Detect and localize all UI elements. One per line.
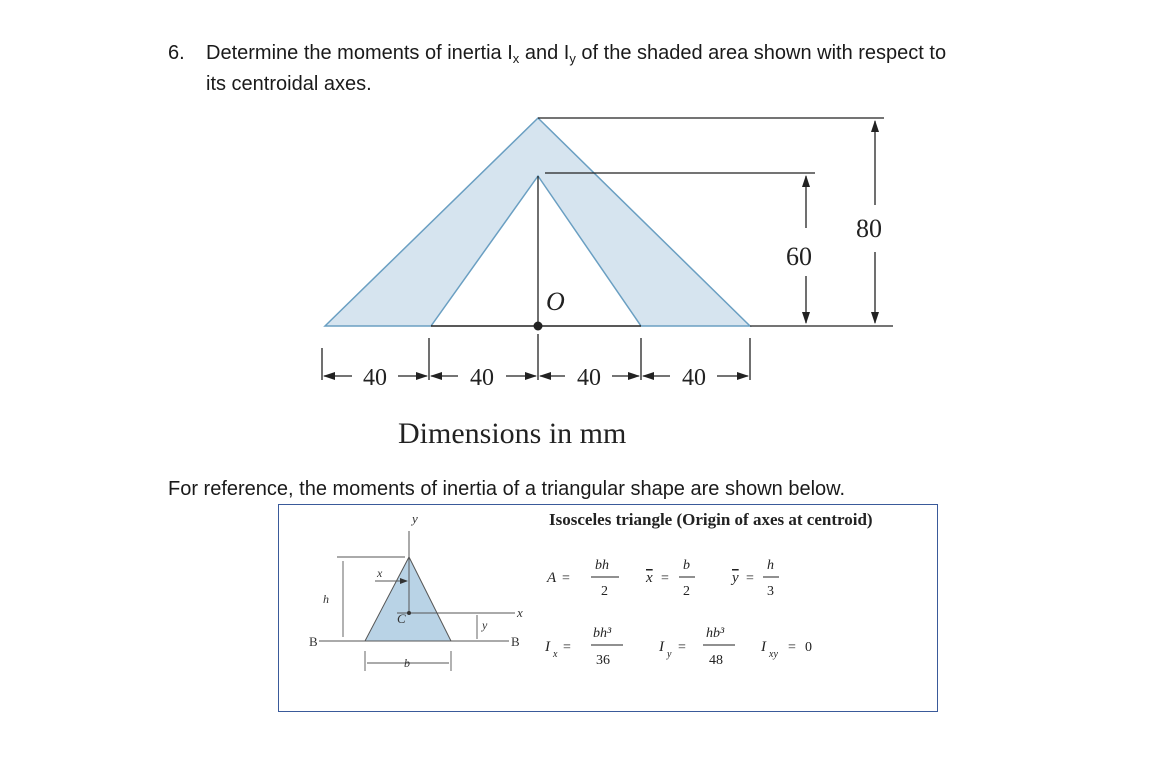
dim-seg2-label: 40 [470, 365, 494, 391]
b-label: b [404, 656, 410, 670]
base-right-label: B [511, 634, 520, 649]
formula-ybar-den: 3 [767, 584, 774, 599]
subscript-y: y [569, 51, 576, 66]
formula-Ix-num: bh³ [593, 626, 612, 641]
formula-Iy-sub: y [667, 649, 672, 660]
table-title: Isosceles triangle (Origin of axes at centroid) [549, 510, 873, 529]
formula-A-eq: = [562, 571, 570, 586]
formula-Iy-eq: = [678, 640, 686, 655]
line1-part-a: Determine the moments of inertia I [206, 42, 513, 64]
problem-line-2: its centroidal axes. [206, 73, 372, 95]
y-axis-label: y [412, 511, 418, 526]
formula-ybar-lhs: y [732, 570, 739, 586]
line1-part-b: and I [519, 42, 570, 64]
formula-A-lhs: A [547, 570, 557, 586]
origin-label: O [546, 287, 565, 316]
formula-A-num: bh [595, 558, 609, 573]
formula-xbar-den: 2 [683, 584, 690, 599]
ybar-label: y [482, 618, 488, 632]
formula-Ixy-eq: = [788, 640, 796, 655]
xbar-label: x [377, 566, 383, 580]
formula-Ixy-lhs: I [761, 639, 766, 655]
centroid-point [407, 611, 411, 615]
formula-Iy-num: hb³ [706, 626, 725, 641]
origin-point [534, 322, 543, 331]
dim-seg3-label: 40 [577, 365, 601, 391]
dim-seg1-label: 40 [363, 365, 387, 391]
dim-80-label: 80 [856, 214, 882, 243]
figure-caption: Dimensions in mm [398, 417, 627, 450]
formula-xbar-eq: = [661, 571, 669, 586]
formula-xbar-num: b [683, 558, 690, 573]
formula-ybar-eq: = [746, 571, 754, 586]
formula-Ix-lhs: I [545, 639, 550, 655]
formula-Ix-eq: = [563, 640, 571, 655]
reference-table [278, 504, 938, 712]
problem-number: 6. [168, 42, 185, 64]
line1-part-c: of the shaded area shown with respect to [575, 42, 947, 64]
x-axis-label: x [517, 605, 523, 620]
dim-seg4-label: 40 [682, 365, 706, 391]
formula-A-den: 2 [601, 584, 608, 599]
formula-Iy-lhs: I [659, 639, 664, 655]
formula-Ix-sub: x [553, 649, 558, 660]
centroid-label: C [397, 611, 406, 626]
formula-Iy-den: 48 [709, 653, 723, 668]
formula-Ixy-sub: xy [769, 649, 778, 660]
dim-60-label: 60 [786, 242, 812, 271]
formula-Ixy-rhs: 0 [805, 640, 812, 655]
formula-ybar-num: h [767, 558, 774, 573]
reference-table-content [279, 505, 936, 710]
h-label: h [323, 592, 329, 606]
reference-text: For reference, the moments of inertia of a triangular shape are shown below. [168, 478, 846, 500]
formula-xbar-lhs: x [646, 570, 653, 586]
formula-Ix-den: 36 [596, 653, 610, 668]
base-left-label: B [309, 634, 318, 649]
subscript-x: x [512, 51, 520, 66]
